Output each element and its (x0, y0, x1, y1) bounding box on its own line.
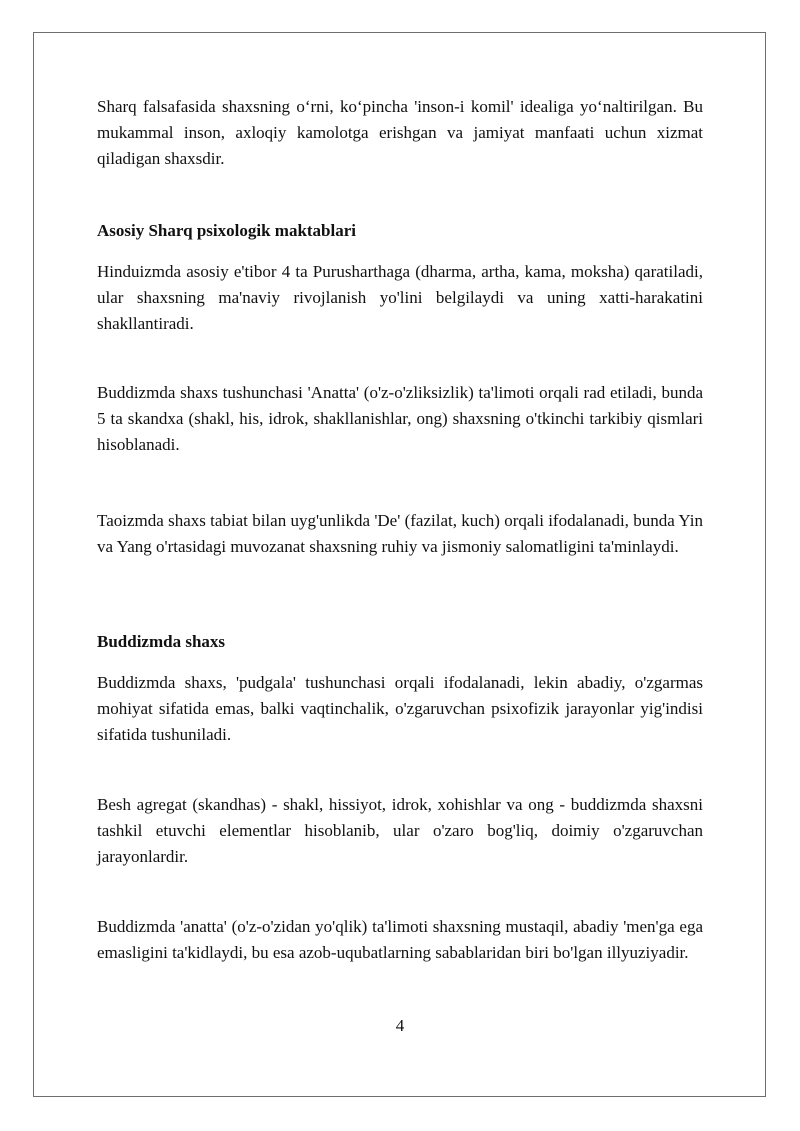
section-heading-buddhism: Buddizmda shaxs (97, 632, 226, 651)
section-heading-schools: Asosiy Sharq psixologik maktablari (97, 221, 357, 240)
paragraph-intro: Sharq falsafasida shaxsning o‘rni, ko‘pincha 'inson-i komil' idealiga yo‘naltirilgan. Bu mukammal inson, axloqiy kamolotga erishgan va jamiyat manfaati uchun xizmat qiladigan shaxsdir. (97, 97, 703, 168)
paragraph-taoism: Taoizmda shaxs tabiat bilan uyg'unlikda 'De' (fazilat, kuch) orqali ifodalanadi, bunda Yin va Yang o'rtasidagi muvozanat shaxsning ruhiy va jismoniy salomatligini ta'minlaydi. (97, 511, 703, 556)
paragraph-buddhism: Buddizmda shaxs tushunchasi 'Anatta' (o'z-o'zliksizlik) ta'limoti orqali rad etiladi, bunda 5 ta skandxa (shakl, his, idrok, shakllanishlar, ong) shaxsning o'tkinchi tarkibiy qismlari hisoblanadi. (97, 383, 703, 454)
paragraph-anatta: Buddizmda 'anatta' (o'z-o'zidan yo'qlik) ta'limoti shaxsning mustaqil, abadiy 'men'ga ega emasligini ta'kidlaydi, bu esa azob-uqubatlarning sabablaridan biri bo'lgan illyuziyadir. (97, 917, 703, 962)
paragraph-hinduism: Hinduizmda asosiy e'tibor 4 ta Purusharthaga (dharma, artha, kama, moksha) qaratiladi, ular shaxsning ma'naviy rivojlanish yo'lini belgilaydi va uning xatti-harakatini shakllantiradi. (97, 262, 703, 333)
paragraph-skandhas: Besh agregat (skandhas) - shakl, hissiyot, idrok, xohishlar va ong - buddizmda shaxsni tashkil etuvchi elementlar hisoblanib, ular o'zaro bog'liq, doimiy o'zgaruvchan jarayonlardir. (97, 795, 703, 866)
page-number: 4 (395, 1016, 405, 1035)
paragraph-pudgala: Buddizmda shaxs, 'pudgala' tushunchasi orqali ifodalanadi, lekin abadiy, o'zgarmas mohiyat sifatida emas, balki vaqtinchalik, o'zgaruvchan psixofizik jarayonlar yig'indisi sifatida tushuniladi. (97, 673, 703, 744)
